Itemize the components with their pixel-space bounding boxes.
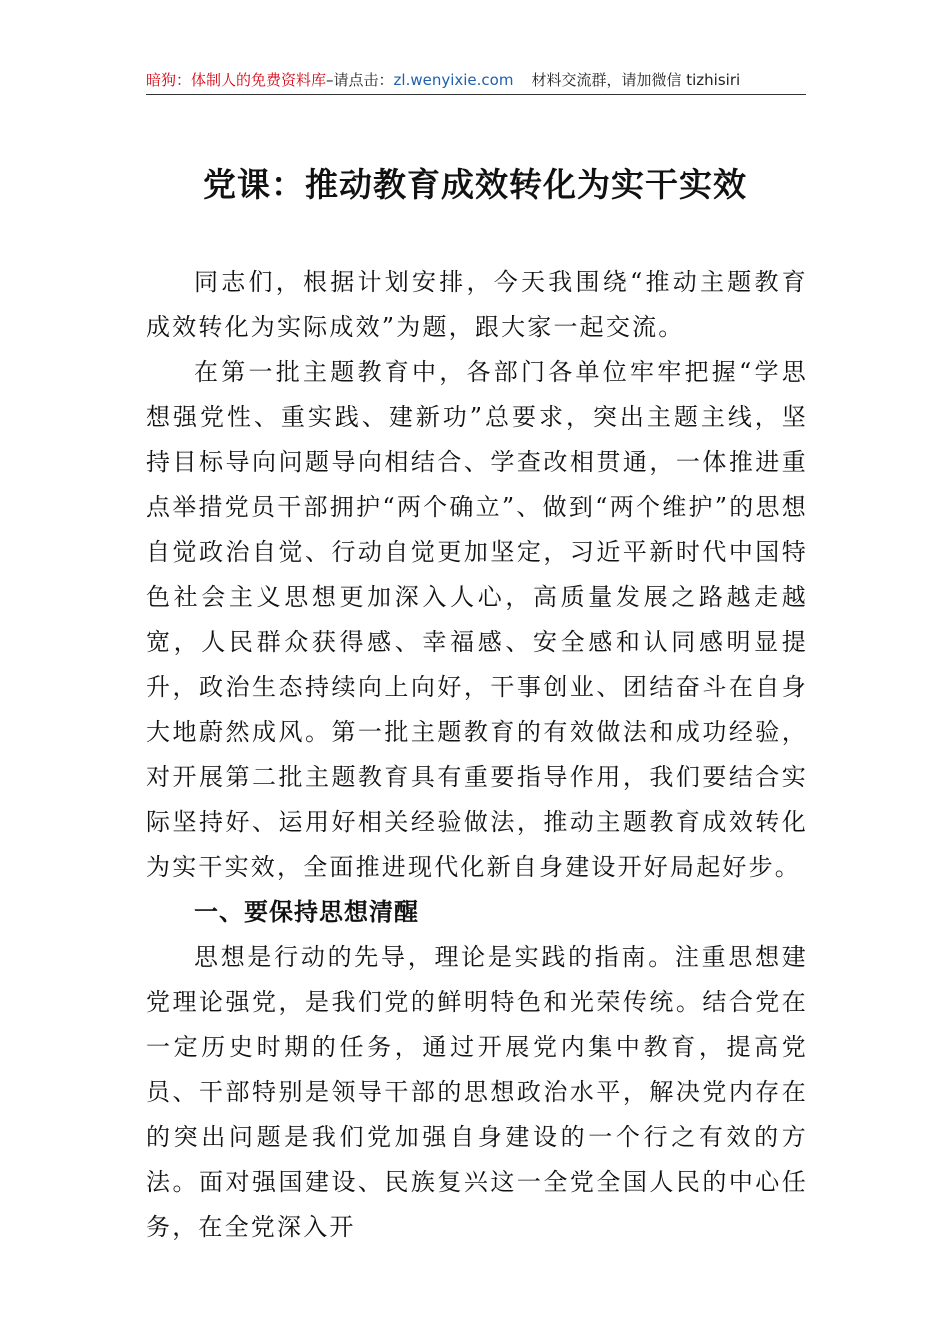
header-click-label: –请点击：	[326, 71, 394, 89]
paragraph-thought: 思想是行动的先导，理论是实践的指南。注重思想建党理论强党，是我们党的鲜明特色和光荣传统。结合党在一定历史时期的任务，通过开展党内集中教育，提高党员、干部特别是领导干部的思想政治水平，解决党内存在的突出问题是我们党加强自身建设的一个行之有效的方法。面对强国建设、民族复兴这一全党全国人民的中心任务，在全党深入开	[146, 943, 808, 1241]
page-header	[146, 66, 806, 95]
section-heading-1: 一、要保持思想清醒	[194, 898, 419, 926]
document-body	[146, 260, 808, 1250]
paragraph-first-batch: 在第一批主题教育中，各部门各单位牢牢把握“学思想强党性、重实践、建新功”总要求，突出主题主线，坚持目标导向问题导向相结合、学查改相贯通，一体推进重点举措党员干部拥护“两个确立”、做到“两个维护”的思想自觉政治自觉、行动自觉更加坚定，习近平新时代中国特色社会主义思想更加深入人心，高质量发展之路越走越宽，人民群众获得感、幸福感、安全感和认同感明显提升，政治生态持续向上向好，干事创业、团结奋斗在自身大地蔚然成风。第一批主题教育的有效做法和成功经验，对开展第二批主题教育具有重要指导作用，我们要结合实际坚持好、运用好相关经验做法，推动主题教育成效转化为实干实效，全面推进现代化新自身建设开好局起好步。	[146, 358, 808, 881]
paragraph-intro: 同志们，根据计划安排，今天我围绕“推动主题教育成效转化为实际成效”为题，跟大家一起交流。	[146, 268, 808, 341]
header-contact-text: 材料交流群，请加微信 tizhisiri	[531, 71, 741, 89]
header-link[interactable]: zl.wenyixie.com	[393, 71, 514, 89]
document-title: 党课：推动教育成效转化为实干实效	[203, 165, 747, 204]
header-site-name: 暗狗：体制人的免费资料库	[146, 71, 327, 89]
